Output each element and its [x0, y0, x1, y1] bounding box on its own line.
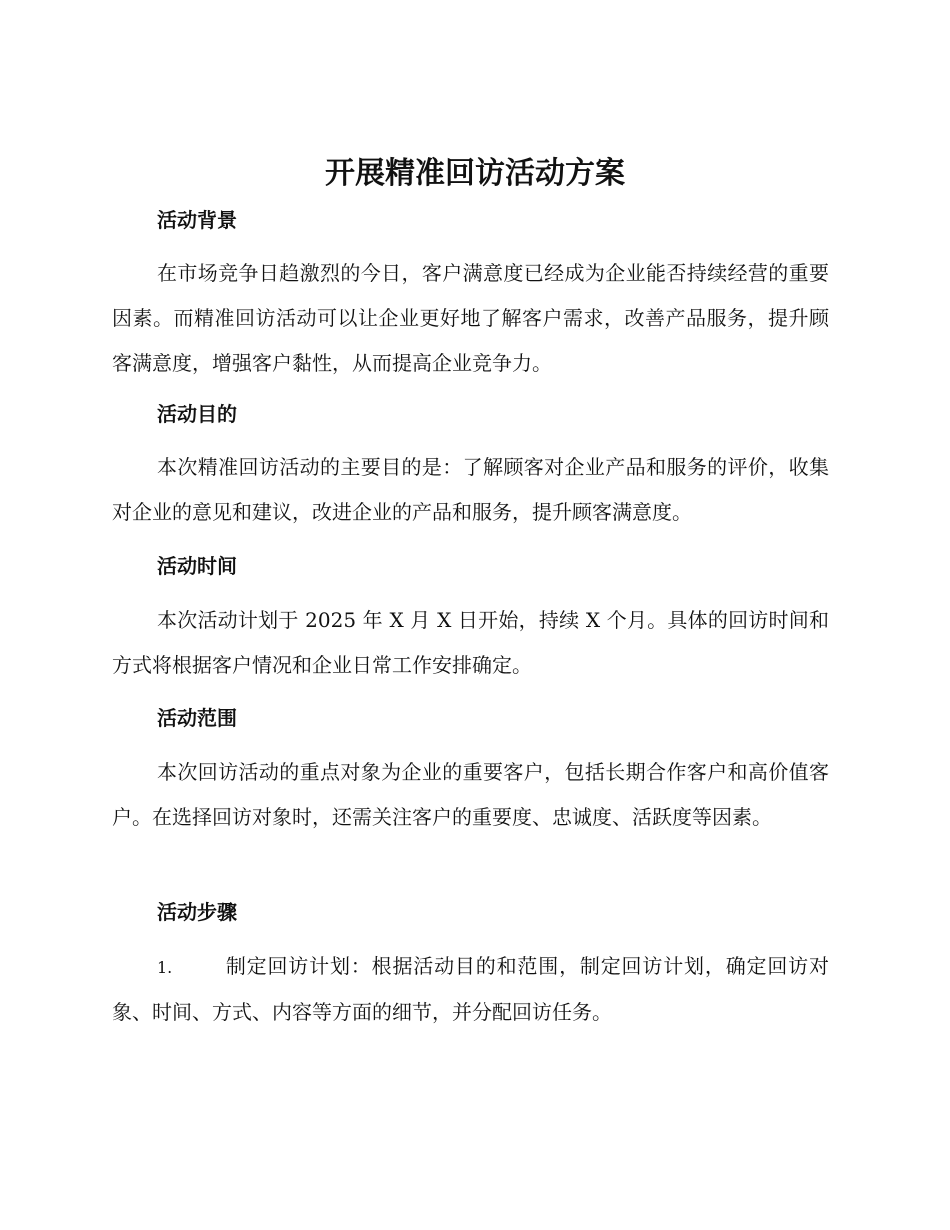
section-paragraph-background: 在市场竞争日趋激烈的今日，客户满意度已经成为企业能否持续经营的重要因素。而精准回访活动可以让企业更好地了解客户需求，改善产品服务，提升顾客满意度，增强客户黏性，从而提高企业竞争力。 — [112, 261, 829, 375]
section-heading-steps: 活动步骤 — [157, 900, 237, 924]
section-paragraph-purpose: 本次精准回访活动的主要目的是：了解顾客对企业产品和服务的评价，收集对企业的意见和建议，改进企业的产品和服务，提升顾客满意度。 — [112, 455, 829, 524]
section-paragraph-time: 本次活动计划于 2025 年 X 月 X 日开始，持续 X 个月。具体的回访时间和方式将根据客户情况和企业日常工作安排确定。 — [112, 608, 829, 677]
section-paragraph-scope: 本次回访活动的重点对象为企业的重要客户，包括长期合作客户和高价值客户。在选择回访对象时，还需关注客户的重要度、忠诚度、活跃度等因素。 — [112, 760, 829, 829]
list-item-number: 1. — [157, 958, 173, 977]
document-title: 开展精准回访活动方案 — [325, 156, 625, 191]
section-heading-scope: 活动范围 — [157, 706, 237, 730]
section-heading-background: 活动背景 — [157, 208, 237, 232]
section-heading-purpose: 活动目的 — [157, 402, 237, 426]
section-heading-time: 活动时间 — [157, 554, 237, 578]
list-item-text: 制定回访计划：根据活动目的和范围，制定回访计划，确定回访对象、时间、方式、内容等方面的细节，并分配回访任务。 — [112, 954, 829, 1024]
list-item — [112, 944, 829, 1035]
